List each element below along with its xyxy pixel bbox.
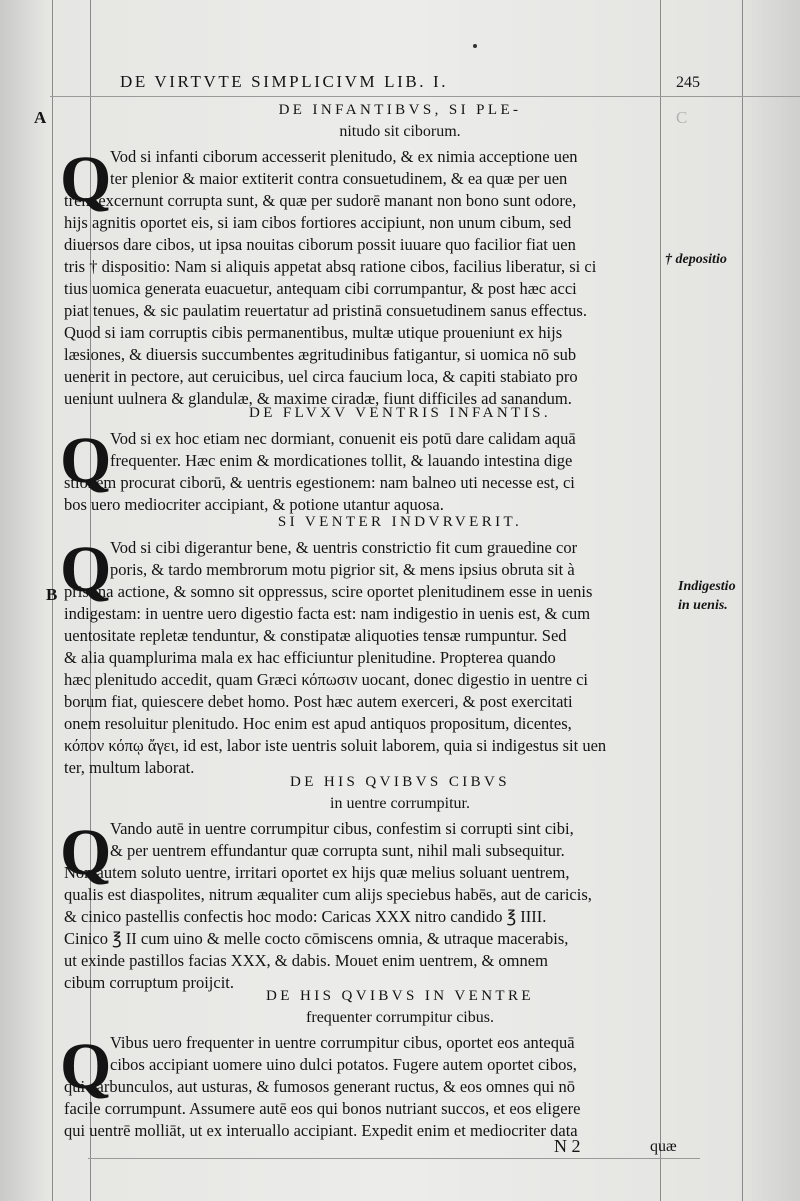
section-2-line: Vod si ex hoc etiam nec dormiant, conuenit eis potū dare calidam aquā: [110, 429, 576, 448]
section-2-dropcap: Q: [60, 424, 112, 497]
margin-letter-c: C: [676, 108, 688, 127]
section-1-line: hijs agnitis oportet eis, si iam cibos fortiores accipiunt, non unum cibum, sed: [64, 213, 572, 232]
section-5-line: qui carbunculos, aut usturas, & fumosos generant ructus, & eos omnes qui nō: [64, 1077, 575, 1096]
section-5-line: facile corrumpunt. Assumere autē eos qui bonos nutriant succos, et eos eligere: [64, 1099, 581, 1118]
section-3-line: pristina actione, & somno sit oppressus, scire oportet plenitudinem esse in uenis: [64, 582, 593, 601]
section-3-line: κόπον κόπῳ ἄγει, id est, labor iste uentris soluit laborem, quia si indigestus sit uen: [64, 736, 607, 755]
section-3-line: & alia quamplurima mala ex hac efficiuntur plenitudine. Propterea quando: [64, 648, 556, 667]
section-3-title: SI VENTER INDVRVERIT.: [277, 514, 523, 530]
margin-note-indigestio: Indigestio: [678, 579, 736, 594]
header-rule: [50, 96, 800, 97]
section-4-line: & per uentrem effundantur quæ corrupta sunt, nihil mali subsequitur.: [110, 841, 565, 860]
section-4-line: Cinico ℥ II cum uino & melle cocto cōmiscens omnia, & utraque macerabis,: [64, 929, 569, 948]
section-5-dropcap: Q: [60, 1030, 112, 1103]
page-number: 245: [676, 74, 700, 91]
catchword: quæ: [650, 1138, 677, 1155]
section-1-line: diuersos dare cibos, ut ipsa nouitas ciborum possit iuuare quo facilior fiat uen: [64, 235, 576, 254]
section-5-line: qui uentrē molliāt, ut ex interuallo accipiant. Expedit enim et mediocriter data: [64, 1121, 578, 1140]
section-3-line: uentositate repletæ tenduntur, & constipatæ aliquoties tensæ rumpuntur. Sed: [64, 626, 567, 645]
section-4-line: cibum corruptum proijcit.: [64, 973, 235, 992]
section-5-line: Vibus uero frequenter in uentre corrumpitur cibus, oportet eos antequā: [110, 1033, 575, 1052]
section-5-title: DE HIS QVIBVS IN VENTRE: [266, 988, 534, 1004]
section-2-line: frequenter. Hæc enim & mordicationes tollit, & lauando intestina dige: [110, 451, 573, 470]
section-4-dropcap: Q: [60, 816, 112, 889]
section-1-line: tris † dispositio: Nam si aliquis appetat absq ratione cibos, facilius liberatur, si ci: [64, 257, 597, 276]
section-1-dropcap: Q: [60, 143, 112, 216]
section-4-subtitle: in uentre corrumpitur.: [330, 795, 470, 812]
section-3-line: Vod si cibi digerantur bene, & uentris constrictio fit cum grauedine cor: [110, 538, 578, 557]
section-5-subtitle: frequenter corrumpitur cibus.: [306, 1009, 494, 1026]
section-4-line: qualis est diaspolites, nitrum æqualiter cum alijs speciebus habēs, aut de caricis,: [64, 885, 592, 904]
section-1-line: trem excernunt corrupta sunt, & quæ per sudorē manant non bono sunt odore,: [64, 191, 577, 210]
section-4-line: Vando autē in uentre corrumpitur cibus, confestim si corrupti sint cibi,: [110, 819, 574, 838]
section-3-dropcap: Q: [60, 533, 112, 606]
margin-letter-b: B: [46, 585, 58, 604]
section-1-line: tius uomica generata euacuetur, antequam cibi corrumpantur, & post hæc acci: [64, 279, 577, 298]
section-2-title: DE FLVXV VENTRIS INFANTIS.: [248, 405, 552, 421]
section-1-line: Quod si iam corruptis cibis permanentibus, multæ utique proueniunt ex hijs: [64, 323, 563, 342]
margin-note-in-uenis: in uenis.: [678, 598, 728, 613]
section-1-subtitle: nitudo sit ciborum.: [339, 123, 461, 140]
section-4-line: & cinico pastellis confectis hoc modo: Caricas XXX nitro candido ℥ IIII.: [64, 907, 547, 926]
section-4-title: DE HIS QVIBVS CIBVS: [289, 774, 511, 790]
footer-rule: [88, 1158, 700, 1159]
section-4-line: ut exinde pastillos facias XXX, & dabis. Mouet enim uentrem, & omnem: [64, 951, 548, 970]
section-1-line: ter plenior & maior extiterit contra consuetudinem, & ea quæ per uen: [110, 169, 568, 188]
margin-letter-a: A: [34, 108, 47, 127]
section-3-line: borum fiat, quiescere debet homo. Post hæc autem exerceri, & post exercitati: [64, 692, 573, 711]
running-head: DE VIRTVTE SIMPLICIVM LIB. I.: [120, 72, 449, 91]
section-3-line: hæc plenitudo accedit, quam Græci κόπωσιν uocant, donec digestio in uentre ci: [64, 670, 589, 689]
section-1-line: ueniunt uulnera & glandulæ, & maxime ciradæ, fiunt difficiles ad sanandum.: [64, 389, 572, 408]
section-1-line: piat tenues, & sic paulatim reuertatur ad pristinā consuetudinem sanus effectus.: [64, 301, 587, 320]
section-3-line: ter, multum laborat.: [64, 758, 195, 777]
section-1-title: DE INFANTIBVS, SI PLE-: [278, 102, 522, 118]
margin-note-depositio: † depositio: [665, 252, 727, 267]
section-3-line: poris, & tardo membrorum motu pigrior sit, & mens ipsius obruta sit à: [110, 560, 575, 579]
signature-mark: N 2: [554, 1136, 581, 1156]
section-1-line: Vod si infanti ciborum accesserit plenitudo, & ex nimia acceptione uen: [110, 147, 578, 166]
section-3-line: indigestam: in uentre uero digestio facta est: nam indigestio in uenis est, & cum: [64, 604, 591, 623]
section-1-line: uenerit in pectore, aut ceruicibus, uel circa faucium loca, & capiti stabiato pro: [64, 367, 578, 386]
section-3-line: onem resoluitur plenitudo. Hoc enim est apud antiquos propositum, dicentes,: [64, 714, 572, 733]
section-2-line: bos uero mediocriter accipiant, & potione utantur aquosa.: [64, 495, 444, 514]
ink-dot: [473, 44, 477, 48]
section-5-line: cibos accipiant uomere uino dulci potatos. Fugere autem oportet cibos,: [110, 1055, 577, 1074]
section-4-line: Non autem soluto uentre, irritari oportet ex hijs quæ melius soluant uentrem,: [64, 863, 570, 882]
section-2-line: stionem procurat ciborū, & uentris egestionem: nam balneo uti necesse est, ci: [64, 473, 575, 492]
section-1-line: læsiones, & diuersis succumbentes ægritudinibus fatigantur, si uomica nō sub: [64, 345, 577, 364]
